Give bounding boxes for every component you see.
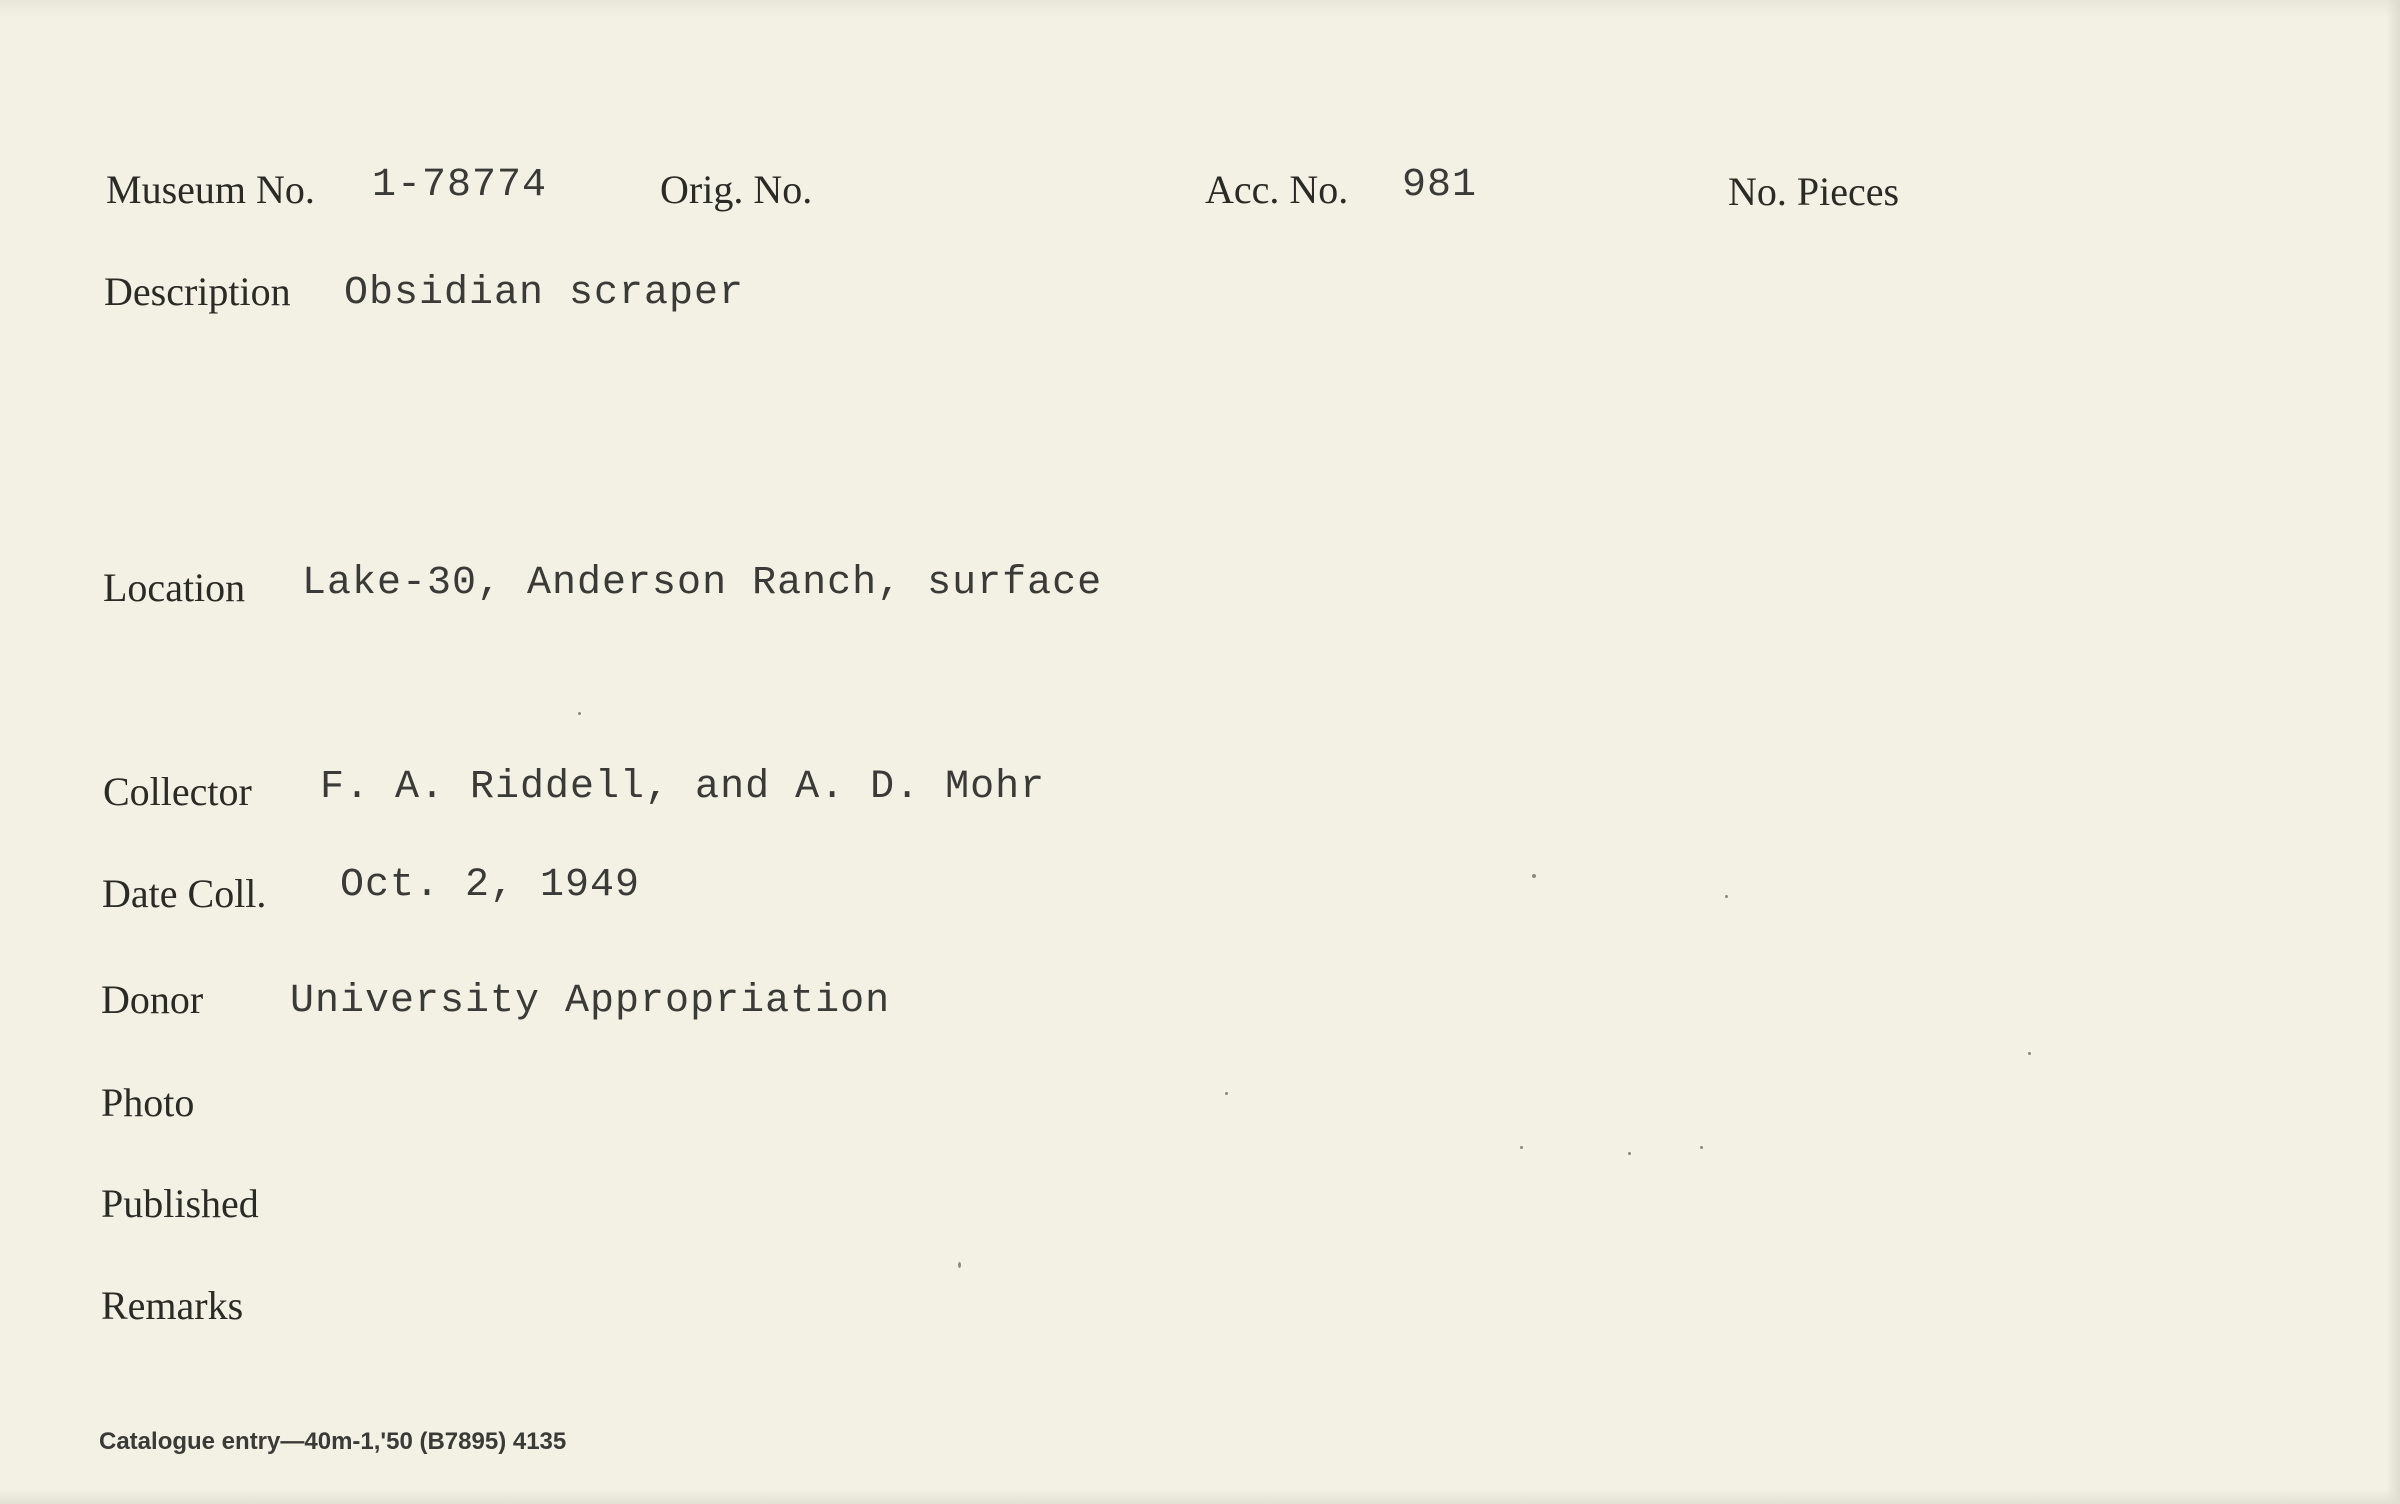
donor-label: Donor [101,977,204,1022]
location-label: Location [103,565,246,610]
card-edge-top [0,0,2400,18]
paper-speck [1520,1146,1523,1149]
acc-no-value: 981 [1402,163,1478,208]
description-value: Obsidian scraper [344,271,745,316]
orig-no-label: Orig. No. [660,167,813,212]
photo-label: Photo [101,1080,195,1125]
paper-speck [1225,1092,1228,1095]
paper-speck [1628,1152,1631,1155]
date-coll-value: Oct. 2, 1949 [340,863,641,908]
paper-speck [1700,1146,1703,1149]
paper-speck [1725,895,1728,898]
donor-value: University Appropriation [290,979,891,1024]
paper-speck [958,1262,961,1268]
collector-label: Collector [103,769,252,814]
catalogue-footer: Catalogue entry—40m-1,'50 (B7895) 4135 [99,1428,567,1455]
date-coll-label: Date Coll. [102,871,267,916]
acc-no-label: Acc. No. [1205,167,1349,212]
museum-no-value: 1-78774 [372,163,548,208]
location-value: Lake-30, Anderson Ranch, surface [302,561,1103,606]
collector-value: F. A. Riddell, and A. D. Mohr [320,765,1046,810]
no-pieces-label: No. Pieces [1728,169,1900,214]
museum-no-label: Museum No. [106,167,315,212]
published-label: Published [101,1181,259,1226]
paper-speck [1532,874,1536,878]
card-edge-right [2386,0,2400,1504]
paper-speck [2028,1052,2031,1055]
description-label: Description [104,269,291,314]
card-edge-bottom [0,1490,2400,1504]
remarks-label: Remarks [101,1283,244,1328]
paper-speck [578,712,581,715]
